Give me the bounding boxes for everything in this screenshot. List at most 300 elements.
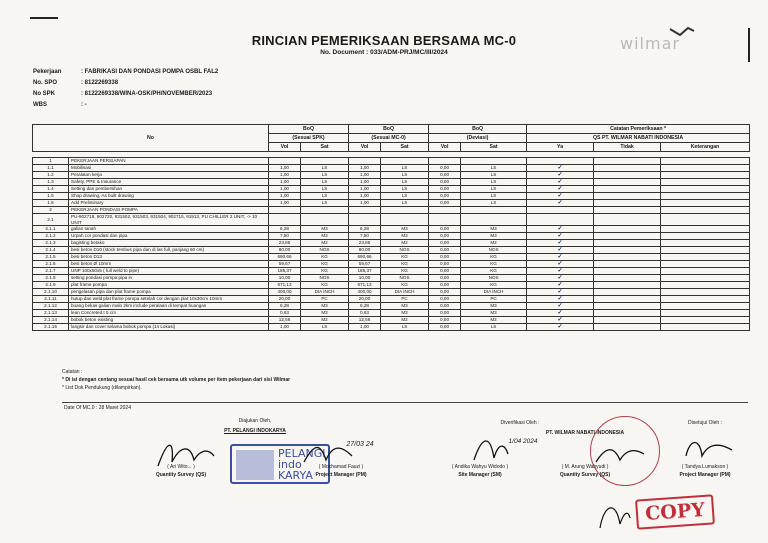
row-tidak — [594, 240, 661, 247]
row-ya-check: ✓ — [527, 172, 594, 179]
row-sat-spk: NOS — [301, 247, 349, 254]
row-vol-dev: 0,00 — [429, 165, 461, 172]
row-description: galian tanah — [69, 226, 269, 233]
row-description: pengelasan pipa dan plat frame pompa — [69, 289, 269, 296]
row-keterangan — [661, 324, 750, 331]
row-ya-check: ✓ — [527, 289, 594, 296]
row-sat-dev: LS — [461, 193, 527, 200]
sig-right-role: Project Manager (PM) — [679, 472, 731, 478]
row-no: 1.2 — [33, 172, 69, 179]
col-subheader-spk: (Sesuai SPK) — [269, 134, 349, 143]
row-keterangan — [661, 193, 750, 200]
initial-mark-icon — [594, 494, 634, 534]
row-sat-dev: NOS — [461, 247, 527, 254]
document-number: No. Document : 033/ADM-PRJ/MC/III/2024 — [320, 49, 448, 56]
row-tidak — [594, 186, 661, 193]
table-row — [33, 261, 750, 268]
row-vol-spk: 0,63 — [269, 310, 301, 317]
row-no: 1.4 — [33, 186, 69, 193]
info-value: : 8122269338 — [81, 80, 119, 86]
row-sat-mc: LS — [381, 200, 429, 207]
row-vol-mc: 6,28 — [349, 226, 381, 233]
row-sat-dev: LS — [461, 172, 527, 179]
row-ya-check: ✓ — [527, 179, 594, 186]
row-sat-mc: M3 — [381, 303, 429, 310]
sig-mid-heading: Diverifikasi Oleh : — [500, 420, 540, 426]
row-no: 1.5 — [33, 193, 69, 200]
row-description: Safety, PPE & Insurance — [69, 179, 269, 186]
info-value: : 8122269338/WINA-OSK/PH/NOVEMBER/2023 — [81, 91, 213, 97]
note-2: * List Dok Pendukung (dilampirkan). — [62, 385, 142, 391]
row-vol-mc: 1,00 — [349, 200, 381, 207]
row-vol-mc — [349, 207, 381, 214]
row-no: 2.1.15 — [33, 324, 69, 331]
row-keterangan — [661, 310, 750, 317]
row-sat-dev: LS — [461, 324, 527, 331]
table-row — [33, 303, 750, 310]
row-keterangan — [661, 296, 750, 303]
row-sat-spk: M2 — [301, 317, 349, 324]
notes-label: Catatan : — [62, 369, 83, 375]
row-sat-mc: DIA INCH — [381, 289, 429, 296]
row-description: besi beton Ø 10mm — [69, 261, 269, 268]
row-ya-check: ✓ — [527, 233, 594, 240]
row-sat-spk: KG — [301, 268, 349, 275]
row-vol-dev: 0,00 — [429, 240, 461, 247]
notes-section — [62, 369, 290, 393]
row-no: 2.1.5 — [33, 254, 69, 261]
row-sat-spk — [301, 214, 349, 226]
row-sat-spk: M3 — [301, 226, 349, 233]
sig-mid-company: PT. WILMAR NABATI INDONESIA — [545, 430, 625, 436]
row-tidak — [594, 200, 661, 207]
row-vol-dev: 0,00 — [429, 310, 461, 317]
row-sat-spk — [301, 158, 349, 165]
row-description: plat frame pompa — [69, 282, 269, 289]
row-vol-mc: 1,00 — [349, 324, 381, 331]
table-row — [33, 172, 750, 179]
row-keterangan — [661, 282, 750, 289]
row-ya-check: ✓ — [527, 324, 594, 331]
row-vol-dev: 0,00 — [429, 179, 461, 186]
row-vol-mc: 20,00 — [349, 296, 381, 303]
col-vol: Vol — [349, 143, 381, 152]
col-subheader-dev: (Deviasi) — [429, 134, 527, 143]
row-vol-spk: 1,00 — [269, 193, 301, 200]
row-vol-spk: 6,28 — [269, 303, 301, 310]
row-vol-mc: 23,85 — [349, 240, 381, 247]
row-vol-mc: 1,00 — [349, 172, 381, 179]
row-sat-dev: KG — [461, 268, 527, 275]
row-vol-mc: 7,50 — [349, 233, 381, 240]
row-sat-mc: LS — [381, 165, 429, 172]
info-key: WBS — [33, 102, 47, 108]
table-row — [33, 296, 750, 303]
row-keterangan — [661, 317, 750, 324]
row-ya-check: ✓ — [527, 200, 594, 207]
row-sat-mc: LS — [381, 193, 429, 200]
row-ya-check: ✓ — [527, 165, 594, 172]
row-no: 2.1.4 — [33, 247, 69, 254]
row-tidak — [594, 172, 661, 179]
row-sat-spk: KG — [301, 254, 349, 261]
table-row — [33, 226, 750, 233]
row-vol-spk: 59,67 — [269, 261, 301, 268]
row-vol-dev: 0,00 — [429, 233, 461, 240]
row-vol-dev: 0,00 — [429, 268, 461, 275]
col-header-no: No — [33, 125, 269, 152]
row-sat-mc: M2 — [381, 240, 429, 247]
signature-tandya-icon — [680, 434, 740, 464]
row-description: bagisting betako — [69, 240, 269, 247]
row-sat-mc: NOS — [381, 247, 429, 254]
row-sat-mc: LS — [381, 172, 429, 179]
inspection-table — [32, 124, 750, 331]
row-no: 2.1.7 — [33, 268, 69, 275]
row-vol-spk: 1,00 — [269, 172, 301, 179]
row-vol-dev: 0,00 — [429, 317, 461, 324]
row-vol-spk: 1,00 — [269, 186, 301, 193]
row-sat-dev: KG — [461, 254, 527, 261]
row-ya-check: ✓ — [527, 296, 594, 303]
row-vol-spk: 23,85 — [269, 240, 301, 247]
row-sat-spk — [301, 207, 349, 214]
row-vol-mc: 0,63 — [349, 310, 381, 317]
row-vol-dev: 0,00 — [429, 303, 461, 310]
row-sat-spk: LS — [301, 324, 349, 331]
row-keterangan — [661, 240, 750, 247]
row-ya-check: ✓ — [527, 240, 594, 247]
row-keterangan — [661, 172, 750, 179]
sig-mid-2-name: ( M. Arung Wahyudi ) — [561, 464, 609, 470]
copy-stamp: COPY — [635, 494, 715, 529]
row-keterangan — [661, 275, 750, 282]
row-vol-spk: 80,00 — [269, 247, 301, 254]
row-vol-spk: 7,50 — [269, 233, 301, 240]
stamp-line-1: PELANGI — [278, 447, 326, 460]
row-sat-mc: M3 — [381, 310, 429, 317]
row-description: Add Preliminary — [69, 200, 269, 207]
info-key: Pekerjaan — [33, 69, 62, 75]
table-row — [33, 254, 750, 261]
table-row — [33, 214, 750, 226]
row-sat-spk: LS — [301, 172, 349, 179]
row-no: 1.6 — [33, 200, 69, 207]
row-sat-dev: LS — [461, 165, 527, 172]
row-tidak — [594, 193, 661, 200]
row-vol-spk: 10,00 — [269, 275, 301, 282]
row-sat-dev: KG — [461, 261, 527, 268]
row-sat-spk: M2 — [301, 240, 349, 247]
row-sat-spk: M3 — [301, 303, 349, 310]
table-row — [33, 289, 750, 296]
row-vol-spk: 400,00 — [269, 289, 301, 296]
info-value: : FABRIKASI DAN PONDASI POMPA OSBL FAL2 — [81, 69, 219, 75]
row-description: PU-902718, 902720, 931502, 931503, 931504, 902715, 91913, PU CHILLER 2 UNIT, -> 10 UNIT — [69, 214, 269, 226]
col-sat: Sat — [301, 143, 349, 152]
row-description: bobok beton existing — [69, 317, 269, 324]
row-vol-dev: 0,00 — [429, 261, 461, 268]
row-ya-check: ✓ — [527, 282, 594, 289]
info-key: No. SPO — [33, 80, 58, 86]
row-no: 2.1.6 — [33, 261, 69, 268]
row-tidak — [594, 282, 661, 289]
table-row — [33, 324, 750, 331]
col-vol: Vol — [429, 143, 461, 152]
row-vol-dev: 0,00 — [429, 200, 461, 207]
sig-mid-1-date: 1/04 2024 — [508, 438, 538, 445]
table-row — [33, 275, 750, 282]
sig-mid-1-name: ( Andika Wahyu Widodo ) — [451, 464, 509, 470]
row-description: lean Concreted t 5 cm — [69, 310, 269, 317]
row-tidak — [594, 296, 661, 303]
table-row — [33, 268, 750, 275]
row-keterangan — [661, 214, 750, 226]
row-sat-dev: LS — [461, 179, 527, 186]
row-tidak — [594, 268, 661, 275]
row-description: besi beton D10 (stock tembus pipa dan di las full, panjang 60 cm) — [69, 247, 269, 254]
row-sat-dev: NOS — [461, 275, 527, 282]
document-title: RINCIAN PEMERIKSAAN BERSAMA MC-0 — [251, 33, 517, 48]
mc-date: Date Of MC.0 : 28 Maret 2024 — [64, 405, 131, 411]
col-header-boq-spk: BoQ — [269, 125, 349, 134]
col-header-catatan: Catatan Pemeriksaan * — [527, 125, 750, 134]
row-sat-spk: M3 — [301, 310, 349, 317]
row-tidak — [594, 317, 661, 324]
table-row — [33, 233, 750, 240]
row-ya-check: ✓ — [527, 254, 594, 261]
table-row — [33, 282, 750, 289]
row-keterangan — [661, 233, 750, 240]
row-vol-mc: 12,56 — [349, 317, 381, 324]
row-vol-dev — [429, 214, 461, 226]
row-tidak — [594, 275, 661, 282]
col-header-boq-mc: BoQ — [349, 125, 429, 134]
row-vol-spk: 1,00 — [269, 179, 301, 186]
row-sat-spk: LS — [301, 200, 349, 207]
row-description: Urpah cor pondasi dan pipa — [69, 233, 269, 240]
table-row — [33, 165, 750, 172]
row-vol-dev: 0,00 — [429, 193, 461, 200]
row-tidak — [594, 261, 661, 268]
row-ya-check — [527, 214, 594, 226]
row-vol-mc: 1,00 — [349, 193, 381, 200]
row-sat-mc: PC — [381, 296, 429, 303]
row-vol-spk: 671,13 — [269, 282, 301, 289]
col-subheader-qs: QS PT. WILMAR NABATI INDONESIA — [527, 134, 750, 143]
row-tidak — [594, 165, 661, 172]
row-vol-spk: 20,00 — [269, 296, 301, 303]
row-description: Mobilisasi — [69, 165, 269, 172]
col-vol: Vol — [269, 143, 301, 152]
row-no: 1.3 — [33, 179, 69, 186]
stamp-line-2: indo — [278, 458, 302, 471]
row-keterangan — [661, 226, 750, 233]
row-vol-spk: 1,00 — [269, 200, 301, 207]
row-sat-spk: LS — [301, 165, 349, 172]
row-vol-spk: 185,37 — [269, 268, 301, 275]
row-vol-mc: 400,00 — [349, 289, 381, 296]
row-description: PEKERJAAN PERSIAPAN — [69, 158, 269, 165]
row-keterangan — [661, 179, 750, 186]
row-no: 2.1.8 — [33, 275, 69, 282]
row-ya-check — [527, 207, 594, 214]
row-vol-spk: 1,00 — [269, 324, 301, 331]
row-no: 2 — [33, 207, 69, 214]
row-description: setting pondasi pompa pipa in — [69, 275, 269, 282]
row-sat-mc: KG — [381, 268, 429, 275]
row-ya-check — [527, 158, 594, 165]
row-vol-mc: 1,00 — [349, 165, 381, 172]
row-no: 2.1.14 — [33, 317, 69, 324]
row-ya-check: ✓ — [527, 275, 594, 282]
row-sat-mc: LS — [381, 186, 429, 193]
row-keterangan — [661, 165, 750, 172]
row-sat-dev: LS — [461, 186, 527, 193]
row-tidak — [594, 226, 661, 233]
row-description: besi beton D13 — [69, 254, 269, 261]
row-description: buang bekas galian malo 2km include peralaan di tempat buangan — [69, 303, 269, 310]
row-no: 2.1.13 — [33, 310, 69, 317]
col-sat: Sat — [461, 143, 527, 152]
col-tidak: Tidak — [594, 143, 661, 152]
row-keterangan — [661, 158, 750, 165]
row-ya-check: ✓ — [527, 303, 594, 310]
row-no: 2.1.11 — [33, 296, 69, 303]
row-sat-dev: M3 — [461, 303, 527, 310]
stamp-line-3: KARYA — [278, 469, 313, 482]
sig-left-heading: Diajukan Oleh, — [238, 418, 272, 424]
row-sat-spk: M3 — [301, 233, 349, 240]
row-vol-mc — [349, 214, 381, 226]
row-vol-dev: 0,00 — [429, 247, 461, 254]
row-sat-mc — [381, 214, 429, 226]
row-vol-mc — [349, 158, 381, 165]
row-tidak — [594, 254, 661, 261]
row-description: langsir dan cover selama bobok pompa (14 Lokasi) — [69, 324, 269, 331]
row-sat-spk: LS — [301, 179, 349, 186]
row-no: 2.1.12 — [33, 303, 69, 310]
table-row — [33, 193, 750, 200]
row-sat-mc: KG — [381, 282, 429, 289]
col-sat: Sat — [381, 143, 429, 152]
row-description: hutup dan weld plat frame pompa setelah cor dengan plat 10x30cm 10mm — [69, 296, 269, 303]
row-no: 2.1 — [33, 214, 69, 226]
row-vol-dev: 0,00 — [429, 282, 461, 289]
row-sat-dev: M2 — [461, 240, 527, 247]
row-tidak — [594, 289, 661, 296]
row-keterangan — [661, 303, 750, 310]
row-sat-spk: NOS — [301, 275, 349, 282]
table-row — [33, 317, 750, 324]
row-keterangan — [661, 207, 750, 214]
row-ya-check: ✓ — [527, 226, 594, 233]
wilmar-logo-text: wilmar — [620, 34, 680, 53]
row-vol-mc: 6,28 — [349, 303, 381, 310]
row-sat-mc: KG — [381, 254, 429, 261]
row-vol-spk: 690,66 — [269, 254, 301, 261]
row-keterangan — [661, 247, 750, 254]
table-row — [33, 186, 750, 193]
row-vol-dev: 0,00 — [429, 226, 461, 233]
row-sat-dev: M3 — [461, 226, 527, 233]
row-sat-dev — [461, 158, 527, 165]
row-description: Setting dan pembersihan — [69, 186, 269, 193]
row-no: 2.1.10 — [33, 289, 69, 296]
row-vol-mc: 690,66 — [349, 254, 381, 261]
row-vol-mc: 59,67 — [349, 261, 381, 268]
row-sat-dev: DIA INCH — [461, 289, 527, 296]
row-sat-spk: KG — [301, 282, 349, 289]
row-no: 1.1 — [33, 165, 69, 172]
row-description: UNP 100x50x5 ( full weld to pipe) — [69, 268, 269, 275]
row-vol-mc: 80,00 — [349, 247, 381, 254]
row-vol-mc: 1,00 — [349, 179, 381, 186]
row-ya-check: ✓ — [527, 261, 594, 268]
sig-left-2-date: 27/03 24 — [346, 441, 374, 448]
row-sat-dev — [461, 214, 527, 226]
row-no: 2.1.9 — [33, 282, 69, 289]
col-ya: Ya — [527, 143, 594, 152]
row-tidak — [594, 303, 661, 310]
row-no: 1 — [33, 158, 69, 165]
row-vol-dev: 0,00 — [429, 275, 461, 282]
sig-left-company: PT. PELANGI INDOKARYA — [224, 428, 286, 434]
row-vol-dev: 0,00 — [429, 289, 461, 296]
row-tidak — [594, 179, 661, 186]
row-no: 2.1.1 — [33, 226, 69, 233]
top-rule — [30, 17, 58, 19]
sig-left-2-role: Project Manager (PM) — [315, 472, 367, 478]
row-sat-dev: PC — [461, 296, 527, 303]
row-vol-dev: 0,00 — [429, 172, 461, 179]
row-vol-mc: 10,00 — [349, 275, 381, 282]
row-keterangan — [661, 254, 750, 261]
sig-right-name: ( Tandya Lumakson ) — [681, 464, 729, 470]
row-keterangan — [661, 289, 750, 296]
row-sat-mc: M3 — [381, 226, 429, 233]
date-rule — [62, 402, 748, 403]
row-tidak — [594, 324, 661, 331]
row-ya-check: ✓ — [527, 310, 594, 317]
sig-mid-2-role: Quantity Survey (QS) — [559, 472, 611, 478]
row-tidak — [594, 158, 661, 165]
row-vol-dev: 0,00 — [429, 186, 461, 193]
row-sat-spk: PC — [301, 296, 349, 303]
row-vol-mc: 185,37 — [349, 268, 381, 275]
row-ya-check: ✓ — [527, 247, 594, 254]
table-row — [33, 240, 750, 247]
row-keterangan — [661, 268, 750, 275]
row-ya-check: ✓ — [527, 186, 594, 193]
row-sat-mc: KG — [381, 261, 429, 268]
row-keterangan — [661, 200, 750, 207]
row-sat-mc — [381, 158, 429, 165]
row-vol-spk: 6,28 — [269, 226, 301, 233]
row-description: PEKERJAAN PONDASI POMPA — [69, 207, 269, 214]
table-row — [33, 207, 750, 214]
sig-left-1-name: ( Ari Wito... ) — [167, 464, 195, 470]
row-sat-dev: M3 — [461, 233, 527, 240]
row-vol-dev: 0,00 — [429, 254, 461, 261]
row-tidak — [594, 207, 661, 214]
sig-right-heading: Disetujui Oleh : — [688, 420, 722, 426]
row-description: Shop drawing, As built drawing — [69, 193, 269, 200]
row-sat-mc: LS — [381, 324, 429, 331]
row-vol-dev: 0,00 — [429, 324, 461, 331]
row-vol-spk: 12,56 — [269, 317, 301, 324]
row-description: Peralatan kerja — [69, 172, 269, 179]
